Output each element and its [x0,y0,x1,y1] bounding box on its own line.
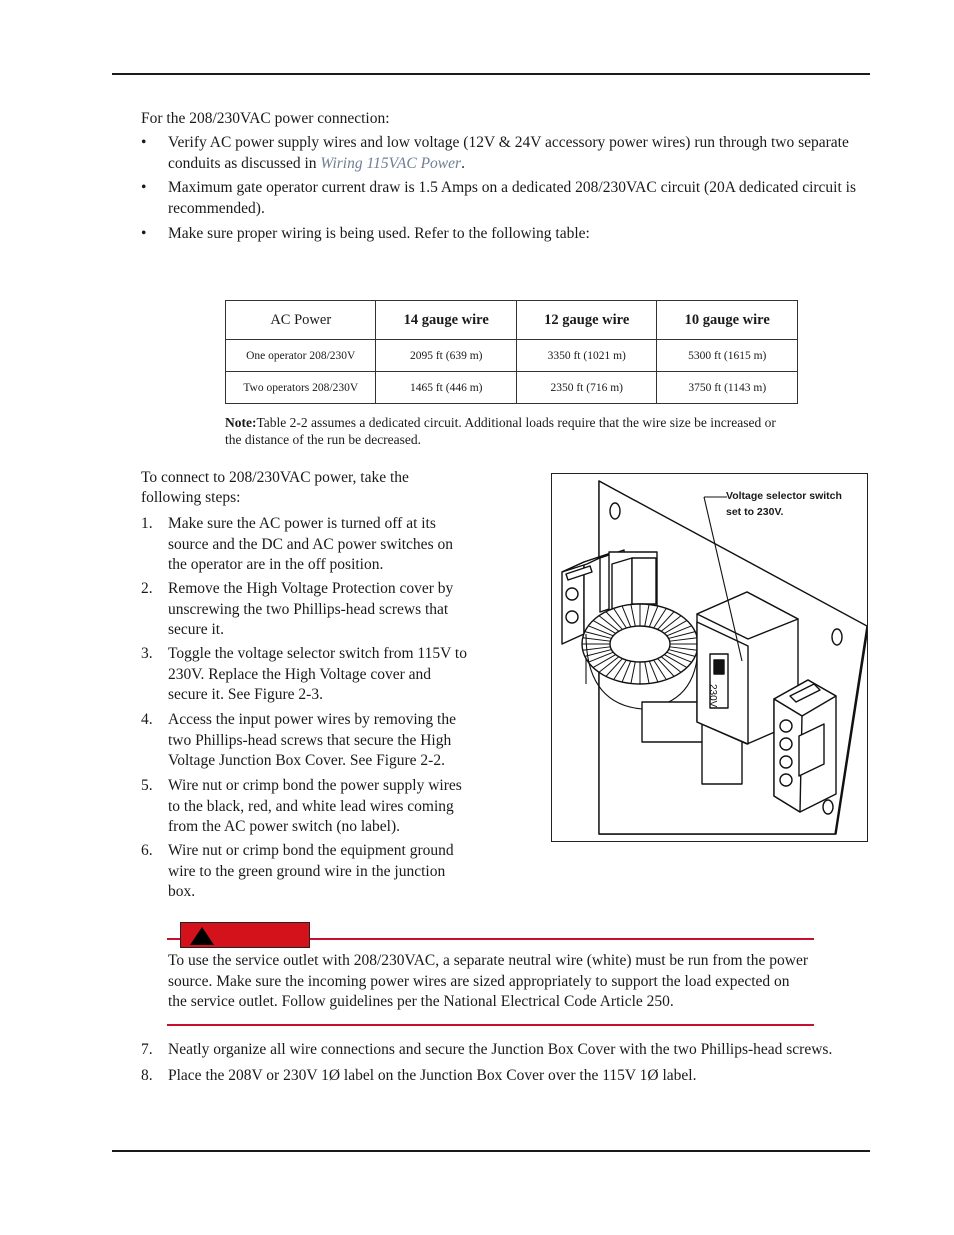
table-cell: 5300 ft (1615 m) [657,340,798,372]
bullet-dot: • [141,225,147,242]
warning-triangle-icon [189,925,215,947]
voltage-selector-figure [551,473,868,842]
step-text: Wire nut or crimp bond the power supply wires to the black, red, and white lead wires coming from the AC power switch (no label). [168,777,462,835]
step-number: 5. [141,777,153,794]
note-text: Table 2-2 assumes a dedicated circuit. Additional loads require that the wire size be increased or the distance of the run be decreased. [225,415,776,447]
wire-gauge-table [225,300,798,404]
step-number: 6. [141,842,153,859]
table-cell: 3350 ft (1021 m) [516,340,657,372]
table-header-row [226,301,798,340]
table-cell: 2350 ft (716 m) [516,372,657,404]
table-row [226,372,798,404]
step-text: Remove the High Voltage Protection cover by unscrewing the two Phillips-head screws that secure it. [168,580,454,638]
table-cell: One operator 208/230V [226,340,376,372]
step-number: 1. [141,515,153,532]
warning-bottom-rule [167,1024,814,1026]
step-number: 7. [141,1041,153,1058]
step-number: 4. [141,711,153,728]
step-text: Make sure the AC power is turned off at its source and the DC and AC power switches on the operator are in the off position. [168,515,453,573]
note-label: Note: [225,415,257,430]
bullet-conduits [168,133,858,174]
table-cell: 3750 ft (1143 m) [657,372,798,404]
table-header: 12 gauge wire [516,301,657,340]
step-text: Place the 208V or 230V 1Ø label on the Junction Box Cover over the 115V 1Ø label. [168,1067,697,1084]
table-header: 14 gauge wire [376,301,517,340]
footer-rule [112,1150,870,1152]
table-cell: 1465 ft (446 m) [376,372,517,404]
table-note [225,415,795,448]
switch-label: 230V [707,684,718,708]
step-number: 3. [141,645,153,662]
bullet-current-draw: Maximum gate operator current draw is 1.5 Amps on a dedicated 208/230VAC circuit (20A dedicated circuit is recommended). [168,179,856,217]
callout-line-2: set to 230V. [726,506,784,518]
step-text: Wire nut or crimp bond the equipment ground wire to the green ground wire in the junction box. [168,842,454,900]
header-rule [112,73,870,75]
table-header: AC Power [226,301,376,340]
steps-intro: To connect to 208/230VAC power, take the following steps: [141,469,409,506]
circuit-board-illustration [552,474,867,841]
table-cell: 2095 ft (639 m) [376,340,517,372]
step-text: Toggle the voltage selector switch from 115V to 230V. Replace the High Voltage cover and secure it. See Figure 2-3. [168,645,467,703]
bullet-dot: • [141,134,147,151]
table-cell: Two operators 208/230V [226,372,376,404]
bullet-conduits-text: Verify AC power supply wires and low voltage (12V & 24V accessory power wires) run through two separate conduits as discussed in [168,134,849,172]
callout-line-1: Voltage selector switch [726,490,842,502]
table-header: 10 gauge wire [657,301,798,340]
wiring-115vac-link[interactable]: Wiring 115VAC Power [320,154,462,172]
bullet-dot: • [141,179,147,196]
bullet-conduits-end: . [461,154,465,172]
step-number: 2. [141,580,153,597]
step-number: 8. [141,1067,153,1084]
table-row [226,340,798,372]
voltage-selector-callout [726,488,842,520]
step-text: Access the input power wires by removing the two Phillips-head screws that secure the High Voltage Junction Box Cover. See Figure 2-2. [168,711,456,769]
warning-text: To use the service outlet with 208/230VAC, a separate neutral wire (white) must be run from the power source. Make sure the incoming power wires are sized appropriately to support the load expected on the service outlet. Follow guidelines per the National Electrical Code Article 250. [168,952,808,1010]
step-text: Neatly organize all wire connections and secure the Junction Box Cover with the two Phillips-head screws. [168,1041,833,1058]
bullet-wiring: Make sure proper wiring is being used. Refer to the following table: [168,225,590,242]
warning-badge [180,922,310,948]
intro-text: For the 208/230VAC power connection: [141,110,390,127]
